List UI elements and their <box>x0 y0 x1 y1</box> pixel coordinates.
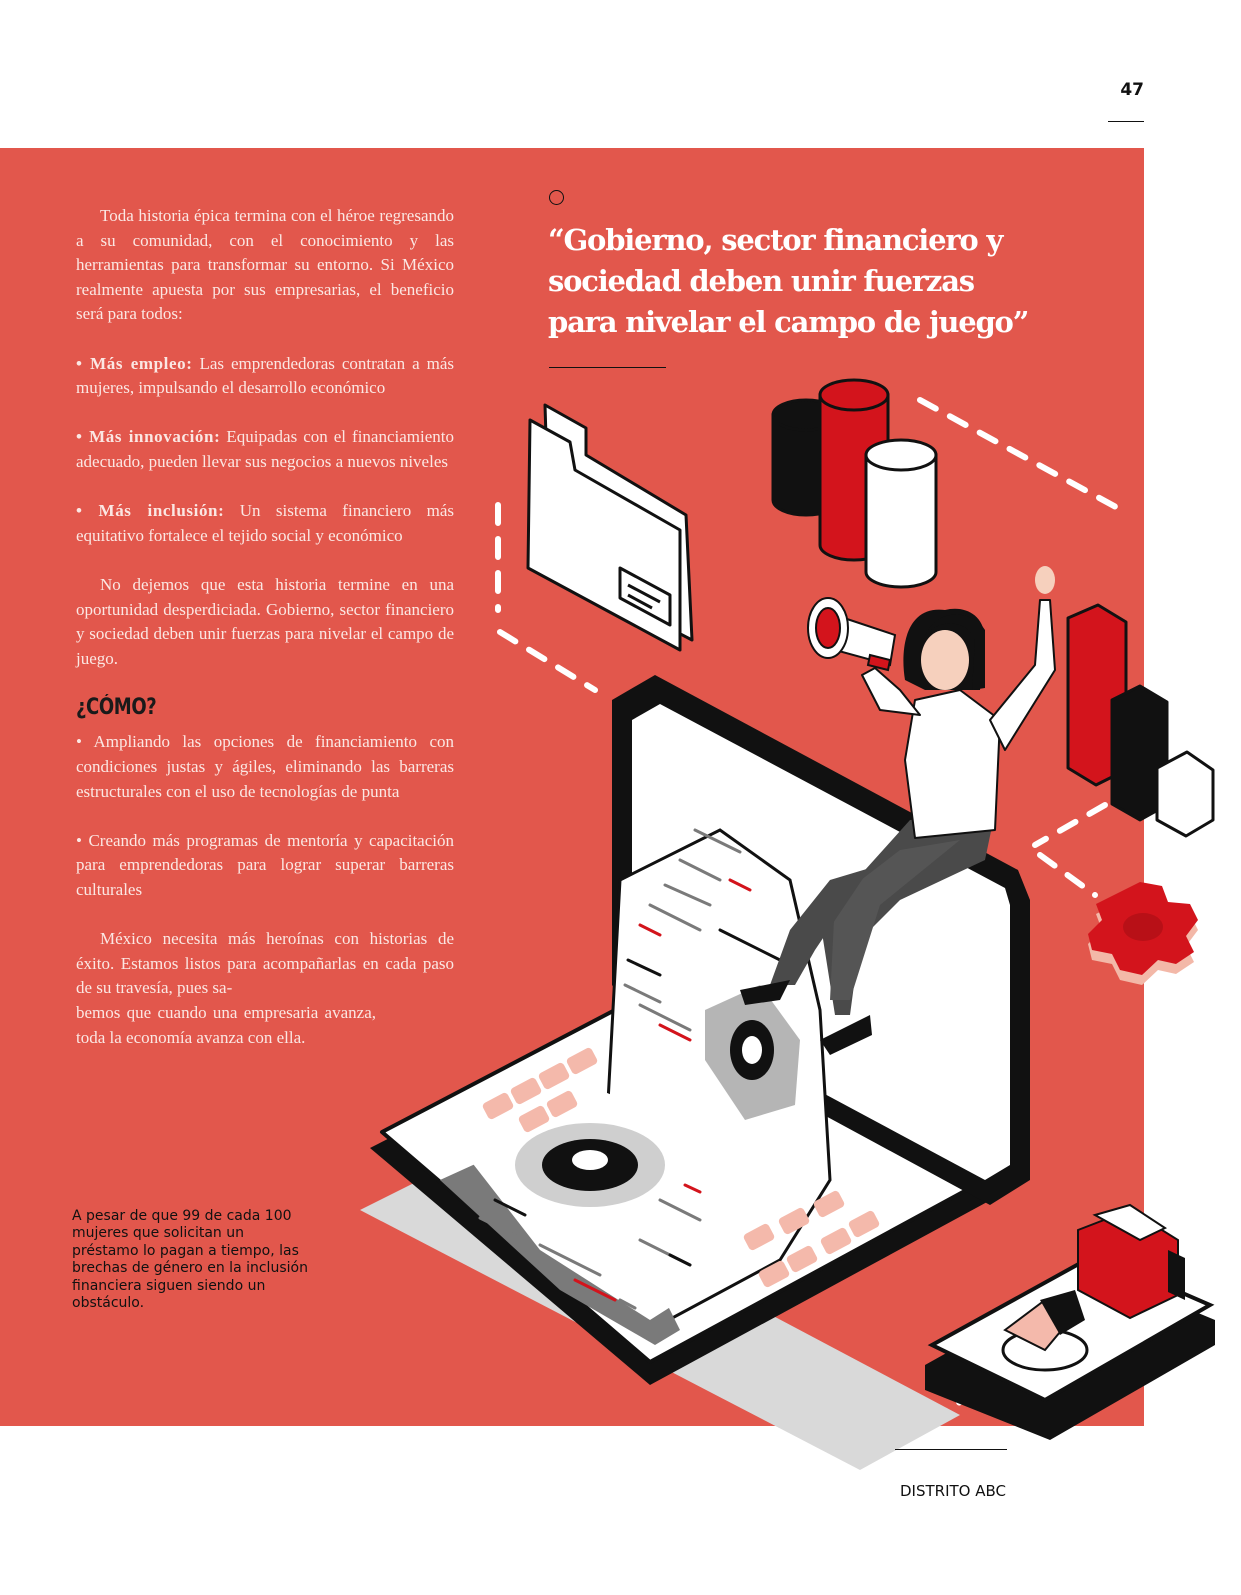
pull-quote: “Gobierno, sector financiero y sociedad deben unir fuerzas para nivelar el campo de juego” <box>548 223 1029 339</box>
gear-icon <box>1088 882 1198 985</box>
megaphone-icon <box>808 598 895 670</box>
page-number: 47 <box>1120 80 1144 100</box>
pie-chart-platform <box>925 1205 1215 1440</box>
closing-paragraph: No dejemos que esta historia termine en una oportunidad desperdiciada. Gobierno, sector financiero y sociedad deben unir fuerzas para nivelar el campo de juego. <box>76 574 454 668</box>
cylinder-chart <box>773 380 936 587</box>
bar-chart-icon <box>1068 605 1213 836</box>
how-item: • Creando más programas de mentoría y capacitación para emprendedoras para lograr superar barreras culturales <box>76 830 454 900</box>
benefit-item <box>76 499 454 548</box>
benefit-text: Las emprendedoras contratan a más mujeres, impulsando el desarrollo económico <box>76 353 454 398</box>
benefit-title: • Más innovación: <box>76 427 221 447</box>
folder-icon <box>528 405 692 650</box>
final-paragraph-a: México necesita más heroínas con historias de éxito. Estamos listos para acompañarlas en cada paso de su travesía, pues sa- <box>76 929 454 998</box>
benefit-title: • Más inclusión: <box>76 501 225 521</box>
publication-footer: DISTRITO ABC <box>900 1482 1007 1500</box>
benefit-item <box>76 352 454 401</box>
how-item: • Ampliando las opciones de financiamiento con condiciones justas y ágiles, eliminando las barreras estructurales con el uso de tecnologías de punta <box>76 732 454 801</box>
benefit-title: • Más empleo: <box>76 353 193 373</box>
section-heading: ¿CÓMO? <box>76 694 157 720</box>
article-body <box>76 204 454 1075</box>
final-paragraph-b: bemos que cuando una empresaria avanza, toda la economía avanza con ella. <box>76 1003 376 1047</box>
quote-marker-circle <box>549 190 564 205</box>
benefit-text: Un sistema financiero más equitativo fortalece el tejido social y económico <box>76 501 454 545</box>
benefit-text: Equipadas con el financiamiento adecuado, pueden llevar sus negocios a nuevos niveles <box>76 427 454 471</box>
benefit-item <box>76 425 454 474</box>
caption: A pesar de que 99 de cada 100 mujeres que solicitan un préstamo lo pagan a tiempo, las brechas de género en la inclusión financiera siguen siendo un obstáculo. <box>72 1208 308 1312</box>
footer-rule <box>895 1449 1007 1450</box>
quote-rule <box>549 367 666 368</box>
intro-paragraph: Toda historia épica termina con el héroe regresando a su comunidad, con el conocimiento y las herramientas para transformar su entorno. Si México realmente apuesta por sus empresarias, el beneficio será para todos: <box>76 206 454 324</box>
